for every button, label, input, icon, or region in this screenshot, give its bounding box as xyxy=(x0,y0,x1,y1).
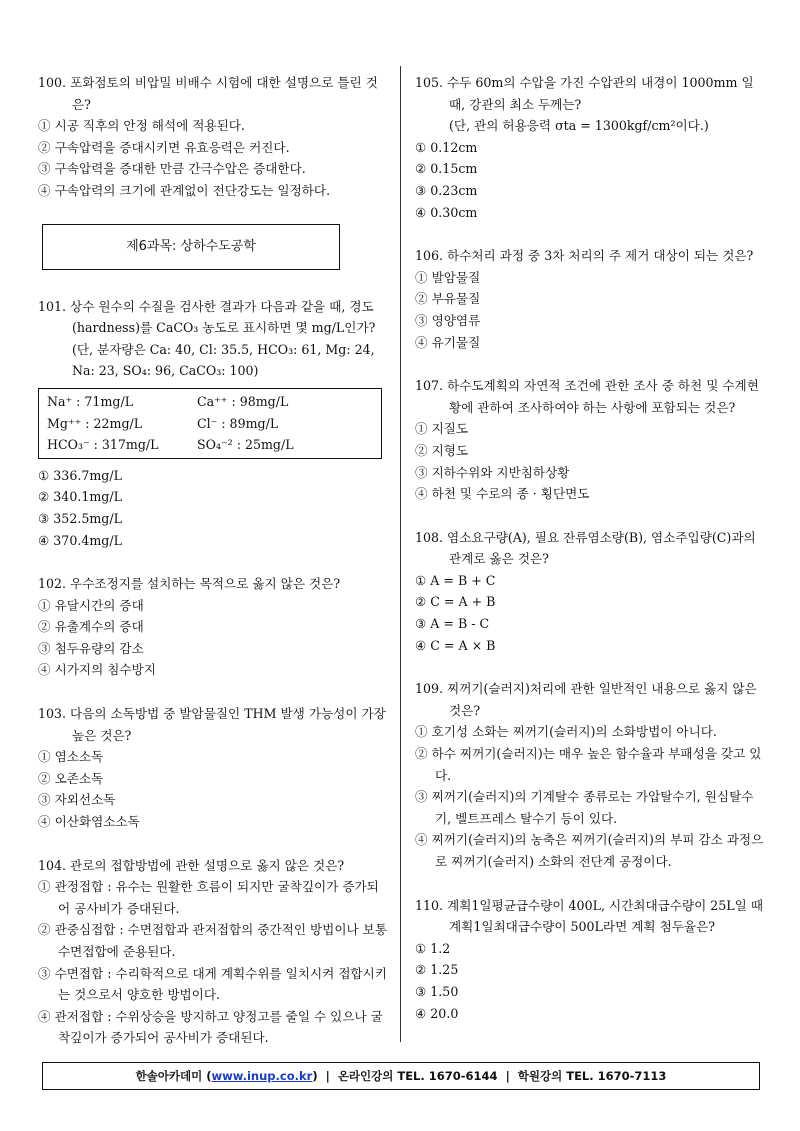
question-108 xyxy=(415,527,765,657)
data-cell: Na⁺ : 71mg/L xyxy=(47,393,134,409)
option: ③ 1.50 xyxy=(415,983,459,999)
question-stem: 102. 우수조정지를 설치하는 목적으로 옳지 않은 것은? xyxy=(38,576,341,592)
question-stem: 103. 다음의 소독방법 중 발암물질인 THM 발생 가능성이 가장 높은 것은? xyxy=(38,706,386,743)
option: ③ 첨두유량의 감소 xyxy=(38,640,144,656)
question-stem: 110. 계획1일평균급수량이 400L, 시간최대급수량이 25L일 때 계획1일최대급수량이 500L라면 계획 첨두율은? xyxy=(415,897,764,935)
option: ④ 하천 및 수로의 종 · 횡단면도 xyxy=(415,486,590,502)
footer-url-link[interactable]: www.inup.co.kr xyxy=(211,1069,313,1083)
option: ① 유달시간의 증대 xyxy=(38,597,144,613)
footer-offline-tel: 학원강의 TEL. 1670-7113 xyxy=(517,1069,667,1083)
option: ① 1.2 xyxy=(415,940,451,956)
question-102 xyxy=(38,573,388,681)
option: ③ 352.5mg/L xyxy=(38,510,122,526)
option: ④ 관저접합 : 수위상승을 방지하고 양정고를 줄일 수 있으나 굴착깊이가 증가되어 공사비가 증대된다. xyxy=(38,1008,383,1046)
option: ② 하수 찌꺼기(슬러지)는 매우 높은 함수율과 부패성을 갖고 있다. xyxy=(415,746,762,783)
option: ③ 찌꺼기(슬러지)의 기계탈수 종류로는 가압탈수기, 원심탈수기, 벨트프레스 탈수기 등이 있다. xyxy=(415,789,754,826)
option: ④ 구속압력의 크기에 관계없이 전단강도는 일정하다. xyxy=(38,182,331,198)
option: ② 1.25 xyxy=(415,962,459,978)
question-stem: 107. 하수도계획의 자연적 조건에 관한 조사 중 하천 및 수계현황에 관하여 조사하여야 하는 사항에 포함되는 것은? xyxy=(415,378,759,415)
footer-brand: 한솔아카데미 ( xyxy=(135,1069,212,1083)
question-103 xyxy=(38,703,388,833)
option: ① 0.12cm xyxy=(415,139,478,155)
question-stem: 105. 수두 60m의 수압을 가진 수압관의 내경이 1000mm 일 때, 강관의 최소 두께는? xyxy=(415,75,754,112)
option: ② 지형도 xyxy=(415,442,469,458)
option: ② 340.1mg/L xyxy=(38,489,122,505)
question-101 xyxy=(38,296,388,552)
option: ③ 0.23cm xyxy=(415,182,478,198)
option: ④ 20.0 xyxy=(415,1005,459,1021)
option: ④ 0.30cm xyxy=(415,204,478,220)
question-stem: 101. 상수 원수의 수질을 검사한 결과가 다음과 같을 때, 경도(hardness)를 CaCO₃ 농도로 표시하면 몇 mg/L인가? xyxy=(38,298,376,336)
question-106 xyxy=(415,245,765,353)
column-divider xyxy=(400,66,401,1042)
question-note: (단, 관의 허용응력 σta = 1300kgf/cm²이다.) xyxy=(449,118,709,134)
option: ③ 지하수위와 지반침하상황 xyxy=(415,464,570,480)
question-note: (단, 분자량은 Ca: 40, Cl: 35.5, HCO₃: 61, Mg: 24, Na: 23, SO₄: 96, CaCO₃: 100) xyxy=(72,341,375,379)
option: ② 유출계수의 증대 xyxy=(38,619,144,635)
question-110 xyxy=(415,895,765,1025)
option: ③ 영양염류 xyxy=(415,312,481,328)
data-cell: HCO₃⁻ : 317mg/L xyxy=(47,437,159,453)
option: ④ 찌꺼기(슬러지)의 농축은 찌꺼기(슬러지)의 부피 감소 과정으로 찌꺼기(슬러지) 소화의 전단계 공정이다. xyxy=(415,832,764,869)
data-cell: Ca⁺⁺ : 98mg/L xyxy=(197,393,289,409)
data-box xyxy=(38,388,382,459)
option: ① 발암물질 xyxy=(415,269,481,285)
option: ② C = A + B xyxy=(415,594,496,610)
question-105 xyxy=(415,72,765,223)
left-column xyxy=(38,72,388,1071)
option: ③ 자외선소독 xyxy=(38,792,116,808)
question-107 xyxy=(415,375,765,505)
option: ① 지질도 xyxy=(415,421,469,437)
option: ① 염소소독 xyxy=(38,749,104,765)
footer-separator: | xyxy=(505,1069,510,1083)
option: ② 부유물질 xyxy=(415,291,481,307)
section-title: 제6과목: 상하수도공학 xyxy=(42,224,340,270)
question-stem: 109. 찌꺼기(슬러지)처리에 관한 일반적인 내용으로 옳지 않은 것은? xyxy=(415,681,757,718)
question-stem: 104. 관로의 접합방법에 관한 설명으로 옳지 않은 것은? xyxy=(38,857,345,873)
option: ④ 이산화염소소독 xyxy=(38,814,140,830)
option: ② 오존소독 xyxy=(38,770,104,786)
question-stem: 106. 하수처리 과정 중 3차 처리의 주 제거 대상이 되는 것은? xyxy=(415,248,754,264)
footer-online-tel: 온라인강의 TEL. 1670-6144 xyxy=(337,1069,498,1083)
option: ③ A = B - C xyxy=(415,616,490,632)
question-109 xyxy=(415,678,765,872)
option: ④ 370.4mg/L xyxy=(38,532,122,548)
option: ④ 유기물질 xyxy=(415,334,481,350)
option: ① 관정접합 : 유수는 원활한 흐름이 되지만 굴착깊이가 증가되어 공사비가 증대된다. xyxy=(38,879,379,916)
option: ① 시공 직후의 안정 해석에 적용된다. xyxy=(38,118,245,134)
option: ③ 구속압력을 증대한 만큼 간극수압은 증대한다. xyxy=(38,161,306,177)
option: ④ C = A × B xyxy=(415,637,496,653)
footer-brand-close: ) xyxy=(312,1069,318,1083)
data-cell: Mg⁺⁺ : 22mg/L xyxy=(47,415,143,431)
option: ② 관중심접합 : 수면접합과 관저접합의 중간적인 방법이나 보통 수면접합에 준용된다. xyxy=(38,922,387,959)
question-104 xyxy=(38,855,388,1049)
data-cell: SO₄⁻² : 25mg/L xyxy=(197,437,294,453)
option: ① 336.7mg/L xyxy=(38,467,122,483)
option: ② 0.15cm xyxy=(415,161,478,177)
option: ① A = B + C xyxy=(415,572,496,588)
question-stem: 108. 염소요구량(A), 필요 잔류염소량(B), 염소주입량(C)과의 관계로 옳은 것은? xyxy=(415,529,756,567)
footer-separator: | xyxy=(325,1069,330,1083)
option: ① 호기성 소화는 찌꺼기(슬러지)의 소화방법이 아니다. xyxy=(415,724,717,740)
option: ④ 시가지의 침수방지 xyxy=(38,662,156,678)
option: ③ 수면접합 : 수리학적으로 대게 계획수위를 일치시켜 접합시키는 것으로서 양호한 방법이다. xyxy=(38,965,387,1003)
question-100 xyxy=(38,72,388,202)
right-column xyxy=(415,72,765,1046)
footer-bar xyxy=(42,1062,760,1090)
data-cell: Cl⁻ : 89mg/L xyxy=(197,415,279,431)
option: ② 구속압력을 증대시키면 유효응력은 커진다. xyxy=(38,139,290,155)
question-stem: 100. 포화점토의 비압밀 비배수 시험에 대한 설명으로 틀린 것은? xyxy=(38,75,378,112)
